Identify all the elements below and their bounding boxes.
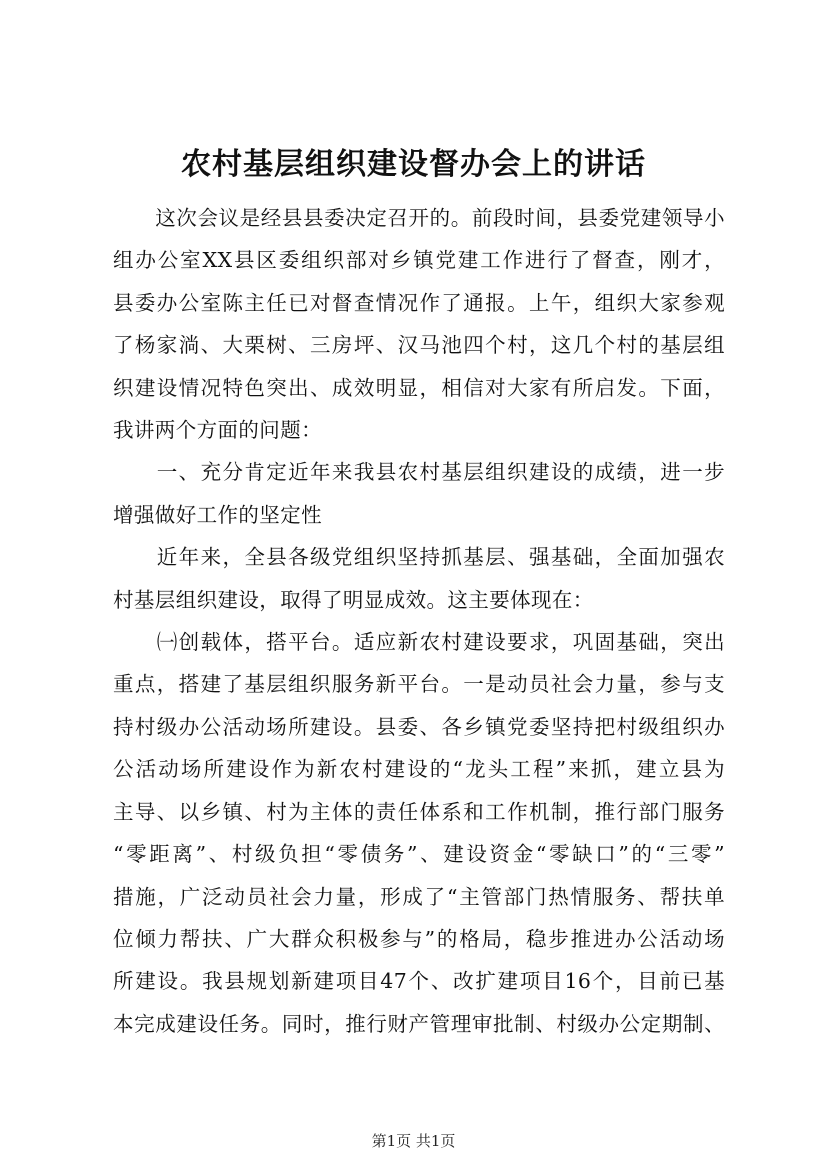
text-line: 我讲两个方面的问题： (113, 418, 322, 443)
text-line: 位倾力帮扶、广大群众积极参与”的格局，稳步推进办公活动场 (113, 926, 725, 951)
text-line: 县委办公室陈主任已对督查情况作了通报。上午，组织大家参观 (113, 290, 725, 315)
text-line: ㈠创载体，搭平台。适应新农村建设要求，巩固基础，突出 (113, 630, 725, 655)
text-line: 增强做好工作的坚定性 (113, 502, 322, 527)
document-body (113, 197, 725, 1045)
text-line: 了杨家淌、大栗树、三房坪、汉马池四个村，这几个村的基层组 (113, 333, 725, 358)
text-line: 重点，搭建了基层组织服务新平台。一是动员社会力量，参与支 (113, 672, 725, 697)
text-line: 组办公室XX县区委组织部对乡镇党建工作进行了督查，刚才， (113, 248, 725, 273)
text-line: 村基层组织建设，取得了明显成效。这主要体现在： (113, 587, 594, 612)
text-line: 公活动场所建设作为新农村建设的“龙头工程”来抓，建立县为 (113, 757, 725, 782)
text-line: “零距离”、村级负担“零债务”、建设资金“零缺口”的“三零” (113, 842, 725, 867)
text-line: 一、充分肯定近年来我县农村基层组织建设的成绩，进一步 (113, 460, 725, 485)
text-line: 主导、以乡镇、村为主体的责任体系和工作机制，推行部门服务 (113, 799, 725, 824)
text-line: 这次会议是经县县委决定召开的。前段时间，县委党建领导小 (113, 206, 725, 230)
text-line: 措施，广泛动员社会力量，形成了“主管部门热情服务、帮扶单 (113, 884, 725, 909)
page-number-footer: 第1页 共1页 (371, 1132, 456, 1150)
body-text (113, 197, 725, 1045)
text-line: 本完成建设任务。同时，推行财产管理审批制、村级办公定期制、 (113, 1011, 725, 1036)
document-title: 农村基层组织建设督办会上的讲话 (181, 147, 646, 182)
text-line: 所建设。我县规划新建项目47个、改扩建项目16个，目前已基 (113, 969, 725, 994)
text-line: 近年来，全县各级党组织坚持抓基层、强基础，全面加强农 (113, 545, 725, 570)
text-line: 织建设情况特色突出、成效明显，相信对大家有所启发。下面， (113, 375, 725, 400)
text-line: 持村级办公活动场所建设。县委、各乡镇党委坚持把村级组织办 (113, 714, 725, 739)
